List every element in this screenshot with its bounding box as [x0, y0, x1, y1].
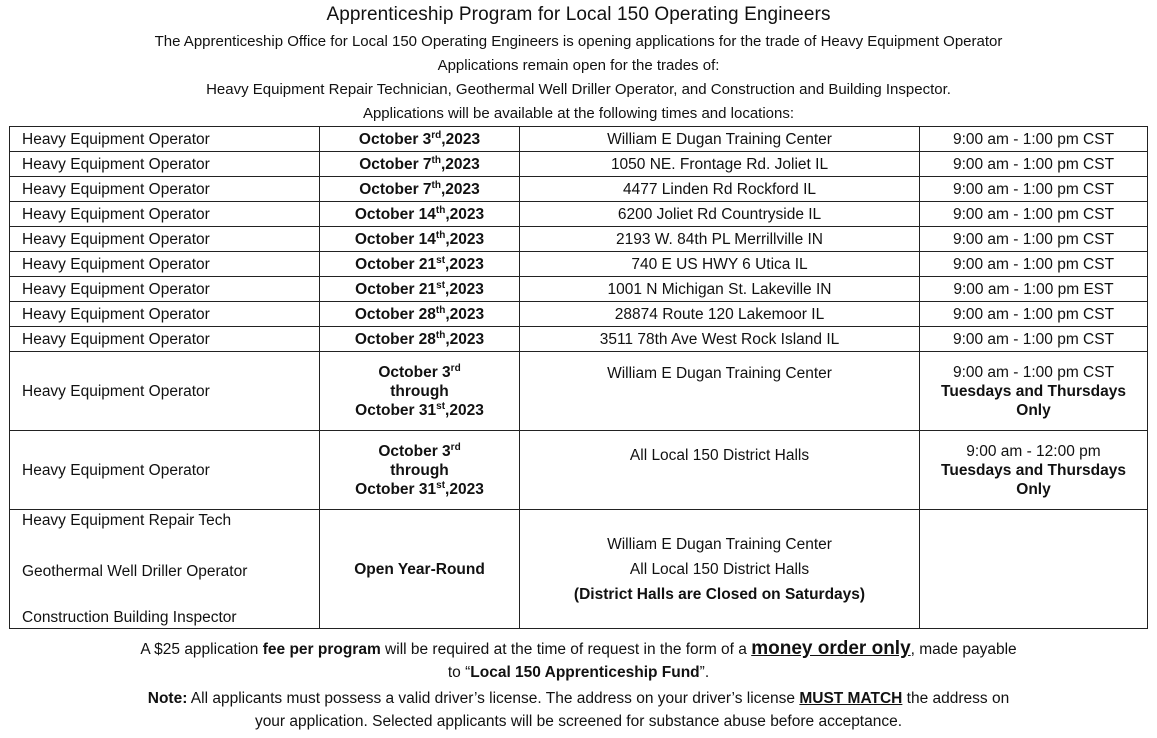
trade-cell: Heavy Equipment Operator — [10, 252, 320, 277]
location-cell: All Local 150 District Halls — [520, 431, 920, 510]
table-row — [10, 227, 1148, 252]
table-row — [10, 127, 1148, 152]
time-cell: 9:00 am - 1:00 pm CST — [920, 127, 1148, 152]
table-row — [10, 327, 1148, 352]
time-cell: 9:00 am - 1:00 pm CST — [920, 202, 1148, 227]
location-cell: William E Dugan Training Center — [520, 127, 920, 152]
trade-cell: Heavy Equipment Operator — [10, 227, 320, 252]
date-range-cell: October 3rd through October 31st,2023 — [320, 431, 520, 510]
table-row — [10, 152, 1148, 177]
trade-cell: Heavy Equipment Operator — [10, 127, 320, 152]
time-cell: 9:00 am - 1:00 pm CST — [920, 177, 1148, 202]
date-cell: October 7th,2023 — [320, 177, 520, 202]
time-cell: 9:00 am - 1:00 pm CST — [920, 152, 1148, 177]
intro-line-1: The Apprenticeship Office for Local 150 Operating Engineers is opening applications for the trade of Heavy Equipment Operator — [154, 33, 1003, 50]
trade-cell: Heavy Equipment Operator — [10, 431, 320, 510]
table-row — [10, 277, 1148, 302]
trade-cell: Heavy Equipment Operator — [10, 277, 320, 302]
date-cell: October 7th,2023 — [320, 152, 520, 177]
note-line-1: Note: All applicants must possess a valid driver’s license. The address on your driver’s license MUST MATCH the address on — [147, 690, 1010, 707]
date-cell: October 28th,2023 — [320, 302, 520, 327]
note-line-2: your application. Selected applicants will be screened for substance abuse before acceptance. — [254, 713, 903, 730]
location-cell: 4477 Linden Rd Rockford IL — [520, 177, 920, 202]
trade-cell: Heavy Equipment Operator — [10, 352, 320, 431]
document-title: Apprenticeship Program for Local 150 Operating Engineers — [326, 4, 831, 25]
time-cell: 9:00 am - 1:00 pm CST — [920, 327, 1148, 352]
intro-line-2: Applications remain open for the trades of: — [437, 57, 720, 74]
time-cell: 9:00 am - 1:00 pm EST — [920, 277, 1148, 302]
time-cell: 9:00 am - 1:00 pm CST — [920, 252, 1148, 277]
intro-line-3: Heavy Equipment Repair Technician, Geothermal Well Driller Operator, and Construction and Building Inspector. — [206, 81, 951, 98]
time-cell: 9:00 am - 1:00 pm CST — [920, 302, 1148, 327]
date-cell: October 21st,2023 — [320, 277, 520, 302]
table-row — [10, 177, 1148, 202]
date-cell: October 14th,2023 — [320, 202, 520, 227]
table-row — [10, 202, 1148, 227]
trade-cell: Heavy Equipment Operator — [10, 302, 320, 327]
date-cell: October 28th,2023 — [320, 327, 520, 352]
date-cell: October 3rd,2023 — [320, 127, 520, 152]
trade-cell: Heavy Equipment Operator — [10, 327, 320, 352]
time-cell: 9:00 am - 12:00 pm Tuesdays and Thursdays Only — [920, 431, 1148, 510]
date-cell: Open Year-Round — [320, 510, 520, 629]
location-cell: 2193 W. 84th PL Merrillville IN — [520, 227, 920, 252]
fee-line-1: A $25 application fee per program will be required at the time of request in the form of a money order only, made payable — [140, 638, 1017, 659]
location-cell: 740 E US HWY 6 Utica IL — [520, 252, 920, 277]
table-row — [10, 302, 1148, 327]
time-cell: 9:00 am - 1:00 pm CST — [920, 227, 1148, 252]
time-cell — [920, 510, 1148, 629]
date-cell: October 21st,2023 — [320, 252, 520, 277]
table-row — [10, 252, 1148, 277]
table-row — [10, 431, 1148, 510]
table-row — [10, 510, 1148, 629]
table-row — [10, 352, 1148, 431]
time-cell: 9:00 am - 1:00 pm CST Tuesdays and Thursdays Only — [920, 352, 1148, 431]
location-cell: 6200 Joliet Rd Countryside IL — [520, 202, 920, 227]
location-cell: 1001 N Michigan St. Lakeville IN — [520, 277, 920, 302]
date-cell: October 14th,2023 — [320, 227, 520, 252]
location-cell: 3511 78th Ave West Rock Island IL — [520, 327, 920, 352]
trade-cell: Heavy Equipment Operator — [10, 152, 320, 177]
trade-cell: Heavy Equipment Operator — [10, 202, 320, 227]
location-cell: William E Dugan Training Center All Local 150 District Halls (District Halls are Closed on Saturdays) — [520, 510, 920, 629]
date-range-cell: October 3rd through October 31st,2023 — [320, 352, 520, 431]
location-cell: 1050 NE. Frontage Rd. Joliet IL — [520, 152, 920, 177]
location-cell: William E Dugan Training Center — [520, 352, 920, 431]
fee-line-2: to “Local 150 Apprenticeship Fund”. — [447, 664, 710, 681]
money-order-emphasis: money order only — [751, 638, 911, 659]
location-cell: 28874 Route 120 Lakemoor IL — [520, 302, 920, 327]
trade-cell: Heavy Equipment Operator — [10, 177, 320, 202]
schedule-table — [9, 126, 1148, 629]
trade-list-cell: Heavy Equipment Repair Tech Geothermal Well Driller Operator Construction Building Inspector — [10, 510, 320, 629]
intro-line-4: Applications will be available at the following times and locations: — [362, 105, 795, 122]
